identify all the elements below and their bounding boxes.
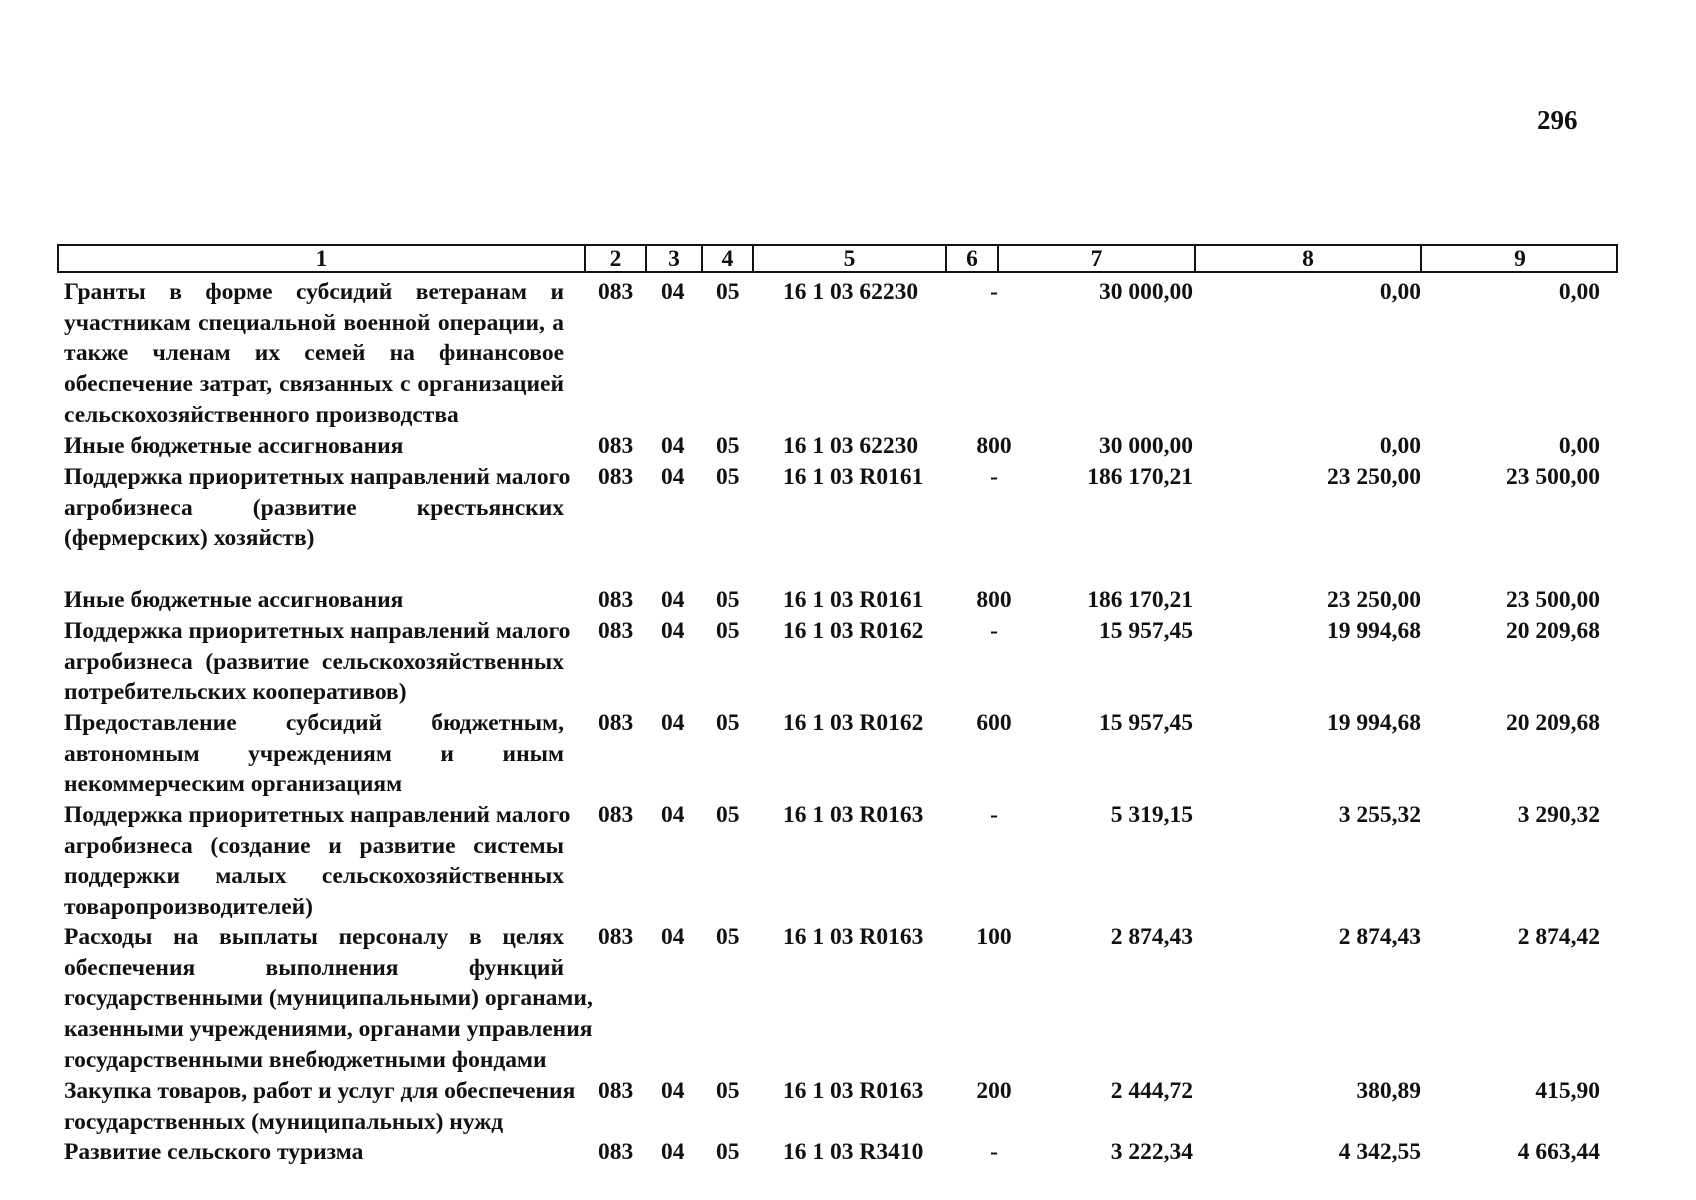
- cell-c7: 30 000,00: [1099, 433, 1193, 459]
- description-line: Закупка товаров, работ и услуг для обеспечения: [64, 1078, 576, 1104]
- cell-c5: 16 1 03 62230: [783, 433, 919, 459]
- description-line: также членам их семей на финансовое: [64, 340, 564, 367]
- cell-c8: 19 994,68: [1327, 710, 1421, 736]
- header-cell-7: 7: [999, 246, 1196, 271]
- description-line: Поддержка приоритетных направлений малого: [64, 802, 571, 828]
- cell-c6: -: [990, 802, 998, 828]
- cell-c5: 16 1 03 R0161: [783, 464, 924, 490]
- description-line: агробизнеса (развитие сельскохозяйственных: [64, 648, 564, 675]
- cell-c5: 16 1 03 R3410: [783, 1139, 924, 1165]
- header-cell-8: 8: [1196, 246, 1422, 271]
- cell-c3: 04: [661, 587, 685, 613]
- description-line: Предоставление субсидий бюджетным,: [64, 710, 564, 736]
- cell-c8: 0,00: [1379, 279, 1421, 305]
- header-cell-4: 4: [703, 246, 754, 271]
- cell-c5: 16 1 03 R0162: [783, 710, 924, 736]
- cell-c3: 04: [661, 802, 685, 828]
- cell-c4: 05: [716, 802, 740, 828]
- cell-c4: 05: [716, 464, 740, 490]
- description-line: Поддержка приоритетных направлений малого: [64, 464, 571, 490]
- cell-c2: 083: [598, 924, 634, 950]
- description-line: сельскохозяйственного производства: [64, 401, 459, 428]
- cell-c4: 05: [716, 1078, 740, 1104]
- cell-c7: 15 957,45: [1099, 710, 1193, 736]
- header-cell-1: 1: [59, 246, 586, 271]
- header-cell-5: 5: [754, 246, 947, 271]
- cell-c2: 083: [598, 1139, 634, 1165]
- description-line: агробизнеса (развитие крестьянских: [64, 494, 564, 521]
- cell-c4: 05: [716, 618, 740, 644]
- cell-c6: -: [990, 279, 998, 305]
- cell-c3: 04: [661, 464, 685, 490]
- description-line: государственными (муниципальными) органами,: [64, 985, 593, 1012]
- cell-c6: -: [990, 1139, 998, 1165]
- description-line: государственных (муниципальных) нужд: [64, 1108, 504, 1135]
- cell-c8: 0,00: [1379, 433, 1421, 459]
- cell-c8: 23 250,00: [1327, 587, 1421, 613]
- cell-c4: 05: [716, 710, 740, 736]
- cell-c7: 30 000,00: [1099, 279, 1193, 305]
- row-description: [64, 462, 571, 554]
- cell-c8: 2 874,43: [1338, 924, 1421, 950]
- cell-c4: 05: [716, 433, 740, 459]
- cell-c2: 083: [598, 587, 634, 613]
- description-line: Гранты в форме субсидий ветеранам и: [64, 279, 564, 305]
- cell-c7: 186 170,21: [1087, 464, 1193, 490]
- cell-c2: 083: [598, 279, 634, 305]
- description-line: агробизнеса (создание и развитие системы: [64, 832, 564, 859]
- cell-c5: 16 1 03 R0162: [783, 618, 924, 644]
- cell-c5: 16 1 03 R0163: [783, 802, 924, 828]
- cell-c2: 083: [598, 802, 634, 828]
- cell-c2: 083: [598, 464, 634, 490]
- cell-c2: 083: [598, 710, 634, 736]
- row-description: [64, 922, 593, 1076]
- description-line: Поддержка приоритетных направлений малого: [64, 618, 571, 644]
- cell-c6: 200: [976, 1078, 1012, 1104]
- cell-c8: 4 342,55: [1338, 1139, 1421, 1165]
- cell-c6: -: [990, 618, 998, 644]
- row-description: [64, 616, 571, 708]
- cell-c9: 23 500,00: [1506, 464, 1600, 490]
- cell-c3: 04: [661, 710, 685, 736]
- cell-c7: 5 319,15: [1110, 802, 1193, 828]
- cell-c7: 186 170,21: [1087, 587, 1193, 613]
- cell-c6: 800: [976, 587, 1012, 613]
- description-line: товаропроизводителей): [64, 894, 313, 921]
- row-description: [64, 1137, 564, 1168]
- cell-c5: 16 1 03 62230: [783, 279, 919, 305]
- cell-c9: 23 500,00: [1506, 587, 1600, 613]
- cell-c8: 3 255,32: [1338, 802, 1421, 828]
- cell-c7: 2 874,43: [1110, 924, 1193, 950]
- cell-c2: 083: [598, 433, 634, 459]
- cell-c2: 083: [598, 618, 634, 644]
- cell-c6: -: [990, 464, 998, 490]
- description-line: участникам специальной военной операции, а: [64, 309, 564, 336]
- cell-c7: 2 444,72: [1110, 1078, 1193, 1104]
- cell-c4: 05: [716, 924, 740, 950]
- cell-c9: 4 663,44: [1517, 1139, 1600, 1165]
- cell-c3: 04: [661, 433, 685, 459]
- row-description: [64, 1076, 576, 1137]
- description-line: обеспечение затрат, связанных с организацией: [64, 371, 564, 398]
- cell-c9: 20 209,68: [1506, 618, 1600, 644]
- row-description: [64, 708, 564, 800]
- cell-c6: 600: [976, 710, 1012, 736]
- cell-c8: 380,89: [1356, 1078, 1421, 1104]
- cell-c9: 415,90: [1535, 1078, 1600, 1104]
- row-description: [64, 277, 564, 431]
- cell-c3: 04: [661, 1139, 685, 1165]
- description-line: некоммерческим организациям: [64, 771, 403, 798]
- cell-c6: 100: [976, 924, 1012, 950]
- cell-c3: 04: [661, 279, 685, 305]
- cell-c8: 23 250,00: [1327, 464, 1421, 490]
- description-line: казенными учреждениями, органами управления: [64, 1016, 593, 1043]
- cell-c3: 04: [661, 924, 685, 950]
- description-line: Иные бюджетные ассигнования: [64, 433, 404, 459]
- description-line: потребительских кооперативов): [64, 679, 407, 706]
- cell-c7: 15 957,45: [1099, 618, 1193, 644]
- cell-c8: 19 994,68: [1327, 618, 1421, 644]
- cell-c3: 04: [661, 1078, 685, 1104]
- cell-c4: 05: [716, 279, 740, 305]
- cell-c2: 083: [598, 1078, 634, 1104]
- cell-c5: 16 1 03 R0163: [783, 1078, 924, 1104]
- description-line: Расходы на выплаты персоналу в целях: [64, 924, 564, 950]
- cell-c9: 2 874,42: [1517, 924, 1600, 950]
- header-cell-9: 9: [1514, 246, 1526, 272]
- table-header: [57, 244, 1618, 273]
- header-cell-2: 2: [586, 246, 647, 271]
- cell-c9: 0,00: [1558, 279, 1600, 305]
- description-line: (фермерских) хозяйств): [64, 525, 315, 552]
- description-line: Иные бюджетные ассигнования: [64, 587, 404, 613]
- description-line: государственными внебюджетными фондами: [64, 1046, 547, 1073]
- description-line: поддержки малых сельскохозяйственных: [64, 863, 564, 890]
- cell-c4: 05: [716, 1139, 740, 1165]
- cell-c4: 05: [716, 587, 740, 613]
- cell-c5: 16 1 03 R0163: [783, 924, 924, 950]
- cell-c9: 0,00: [1558, 433, 1600, 459]
- cell-c5: 16 1 03 R0161: [783, 587, 924, 613]
- header-cell-3: 3: [647, 246, 703, 271]
- row-description: [64, 800, 571, 923]
- description-line: обеспечения выполнения функций: [64, 954, 564, 981]
- description-line: автономным учреждениям и иным: [64, 740, 564, 767]
- page-number: 296: [1537, 105, 1578, 135]
- cell-c6: 800: [976, 433, 1012, 459]
- cell-c3: 04: [661, 618, 685, 644]
- row-description: [64, 431, 564, 462]
- cell-c9: 20 209,68: [1506, 710, 1600, 736]
- description-line: Развитие сельского туризма: [64, 1139, 364, 1165]
- cell-c7: 3 222,34: [1110, 1139, 1193, 1165]
- cell-c9: 3 290,32: [1517, 802, 1600, 828]
- row-description: [64, 585, 564, 616]
- header-cell-6: 6: [947, 246, 999, 271]
